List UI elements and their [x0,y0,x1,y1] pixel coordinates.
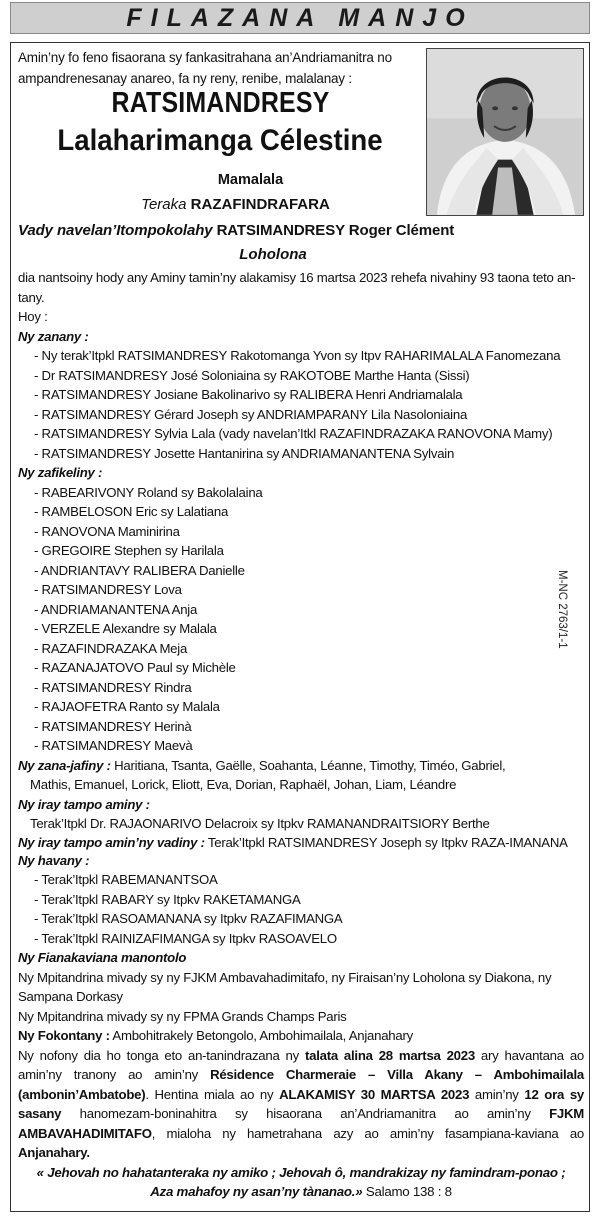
zafikeliny-heading: Ny zafikeliny : [18,465,103,480]
zanajafiny-names-2: Mathis, Emanuel, Lorick, Eliott, Eva, Dorian, Raphaël, Johan, Liam, Léandre [30,777,457,792]
quote-text-2: Aza mahafoy ny asan’ny tànanao.» [150,1184,363,1199]
list-item: - RATSIMANDRESY Herinà [34,718,192,734]
funeral-date: ALAKAMISY 30 MARTSA 2023 [279,1086,470,1102]
teraka-name: RAZAFINDRAFARA [190,196,330,213]
list-item: - RAMBELOSON Eric sy Lalatiana [34,504,229,519]
iray-tampo-vadiny-line [18,834,584,851]
funeral-text-6: , mialoha ny hametrahana azy ao amin’ny fasampiana-kaviana ao [151,1125,584,1141]
deceased-role: Mamalala [217,172,284,188]
list-item: - ANDRIANTAVY RALIBERA Danielle [34,562,245,578]
vady-line [18,222,578,239]
list-item: - RAZANAJATOVO Paul sy Michèle [34,660,236,675]
header-bar [10,2,590,34]
list-item: - Ny terak’Itpkl RATSIMANDRESY Rakotomanga Yvon sy Itpv RAHARIMALALA Fanomezana [34,348,561,363]
funeral-text-5: hanomezam-boninahitra sy hisaorana an’Andriamanitra ao amin’ny [61,1106,550,1121]
church-name: FJKM AMBAVAHADIMITAFO [18,1106,584,1141]
deceased-surname: RATSIMANDRESY [111,87,330,119]
burial-place: Anjanahary. [18,1145,90,1160]
list-item: - Dr RATSIMANDRESY José Soloniaina sy RAKOTOBE Marthe Hanta (Sissi) [34,367,470,383]
list-item: - RAJAOFETRA Ranto sy Malala [34,699,220,714]
announcement-text: dia nantsoiny hody any Aminy tamin’ny alakamisy 16 martsa 2023 rehefa nivahiny 93 taona teto an-tany. [18,270,576,305]
list-item: - RATSIMANDRESY Lova [34,582,182,597]
iray-tampo-text: Terak’Itpkl Dr. RAJAONARIVO Delacroix sy Itpkv RAMANANDRAITSIORY Berthe [30,816,490,831]
fianakaviana-heading: Ny Fianakaviana manontolo [18,950,187,965]
list-item: - VERZELE Alexandre sy Malala [34,621,217,636]
list-item: - RATSIMANDRESY Rindra [34,679,192,695]
fokontany-heading: Ny Fokontany : [18,1028,110,1043]
zanajafiny-line1 [18,756,584,776]
intro-text: Amin’ny fo feno fisaorana sy fankasitrahana an’Andriamanitra no ampandrenesanay anareo, fa ny reny, renibe, malalanay : [18,50,392,86]
teraka-line [18,196,423,213]
list-item: - RATSIMANDRESY Josette Hantanirina sy ANDRIAMANANTENA Sylvain [34,445,455,461]
zanajafiny-names-1: Haritiana, Tsanta, Gaëlle, Soahanta, Léanne, Timothy, Timéo, Gabriel, [114,757,506,773]
iray-tampo-vadiny-heading: Ny iray tampo amin’ny vadiny : [18,834,205,850]
arrival-date: talata alina 28 martsa 2023 [304,1047,475,1063]
list-item: - RANOVONA Maminirina [34,523,180,539]
header-title: FILAZANA MANJO [126,3,474,32]
list-item: - RATSIMANDRESY Josiane Bakolinarivo sy RALIBERA Henri Andriamalala [34,387,463,402]
zanajafiny-heading: Ny zana-jafiny : [18,757,111,773]
funeral-text-1: Ny nofony dia ho tonga eto an-tanindrazana ny [18,1047,305,1063]
list-item: - ANDRIAMANANTENA Anja [34,601,198,617]
vady-name: RATSIMANDRESY Roger Clément [216,222,455,239]
list-item: - GREGOIRE Stephen sy Harilala [34,543,224,558]
list-item: - Terak’Itpkl RAINIZAFIMANGA sy Itpkv RASOAVELO [34,930,337,946]
list-item: - RAZAFINDRAZAKA Meja [34,640,188,656]
iray-tampo-heading: Ny iray tampo aminy : [18,796,150,812]
havany-list [18,870,584,948]
loholona-label: Loholona [239,246,307,263]
list-item: - RATSIMANDRESY Maevà [34,738,193,753]
vady-label: Vady navelan’Itompokolahy [18,222,213,239]
list-item: - Terak’Itpkl RABARY sy Itpkv RAKETAMANGA [34,891,301,907]
hoy-label: Hoy : [18,309,48,324]
iray-tampo-vadiny-text: Terak’Itpkl RATSIMANDRESY Joseph sy Itpkv RAZA-IMANANA [204,834,568,850]
residence-name: Résidence Charmeraie – Villa Akany – Ambohimailala (ambonin’Ambatobe) [18,1067,584,1102]
zanany-list [18,346,584,463]
deceased-given-names: Lalaharimanga Célestine [57,124,383,157]
notice-body [18,268,584,1202]
side-reference-code: M-NC 2763/1-1 [556,570,568,649]
quote-line-1: « Jehovah no hahatanteraka ny amiko ; Jehovah ô, mandrakizay ny famindram-ponao ; [36,1164,566,1180]
funeral-text-2: ary havantana ao amin’ny tranony ao amin’ny [18,1047,584,1082]
fianakaviana-text-1: Ny Mpitandrina mivady sy ny FJKM Ambavahadimitafo, ny Firaisan’ny Loholona sy Diakona, ny Sampana Dorkasy [18,969,552,1004]
funeral-time: 12 ora sy sasany [18,1086,584,1121]
quote-reference: Salamo 138 : 8 [362,1184,452,1199]
list-item: - RATSIMANDRESY Gérard Joseph sy ANDRIAMPARANY Lila Nasoloniaina [34,406,468,422]
list-item: - Terak’Itpkl RASOAMANANA sy Itpkv RAZAFIMANGA [34,911,343,926]
portrait-icon [427,49,583,215]
list-item: - Terak’Itpkl RABEMANANTSOA [34,872,218,887]
zanany-heading: Ny zanany : [18,328,89,344]
funeral-text-3: . Hentina miala ao ny [145,1086,280,1102]
teraka-label: Teraka [141,196,187,213]
havany-heading: Ny havany : [18,852,90,868]
list-item: - RABEARIVONY Roland sy Bakolalaina [34,484,263,500]
funeral-paragraph [18,1046,584,1163]
fokontany-line [18,1026,584,1046]
fianakaviana-text-2: Ny Mpitandrina mivady sy ny FPMA Grands Champs Paris [18,1008,347,1024]
list-item: - RATSIMANDRESY Sylvia Lala (vady navelan’Itkl RAZAFINDRAZAKA RANOVONA Mamy) [34,426,553,441]
funeral-text-4: amin’ny [469,1086,525,1102]
fokontany-text: Ambohitrakely Betongolo, Ambohimailala, Anjanahary [109,1028,413,1043]
zafikeliny-list [18,483,584,756]
portrait-photo [426,48,584,216]
quote-line-2 [18,1182,584,1202]
